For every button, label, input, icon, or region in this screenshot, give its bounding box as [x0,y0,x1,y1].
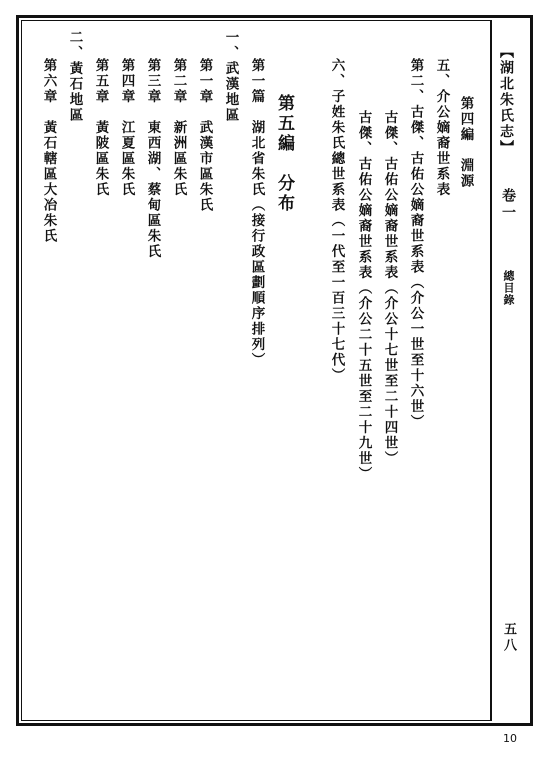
margin-divider [491,20,492,721]
volume-label: 卷一 [500,188,516,222]
toc-entry: 五、介公嫡裔世系表 [433,58,450,198]
toc-entry: 第一章 武漢市區朱氏 [196,58,213,213]
book-title: 【湖北朱氏志】 [498,44,514,156]
section-label: 總目錄 [502,270,515,306]
toc-entry: 一、武漢地區 [222,30,239,123]
section-heading-5: 第五編 分布 [274,94,294,214]
toc-entry: 第二、古傑、古佑公嫡裔世系表（介公一世至十六世） [407,58,424,430]
toc-entry: 第三章 東西湖、蔡甸區朱氏 [144,58,161,260]
toc-entry: 第六章 黃石轄區大冶朱氏 [40,58,57,244]
section-heading-4: 第四編 淵源 [457,96,474,189]
margin-page-number: 五八 [501,622,516,654]
toc-entry: 第一篇 湖北省朱氏（接行政區劃順序排列） [248,58,265,368]
toc-entry: 二、黃石地區 [66,30,83,123]
toc-entry: 古傑、古佑公嫡裔世系表（介公二十五世至二十九世） [355,110,372,482]
toc-entry: 第二章 新洲區朱氏 [170,58,187,198]
page-number: 10 [503,732,517,745]
toc-entry: 六、子姓朱氏總世系表（一代至一百三十七代） [328,58,345,384]
toc-entry: 第四章 江夏區朱氏 [118,58,135,198]
toc-entry: 第五章 黃陂區朱氏 [92,58,109,198]
toc-entry: 古傑、古佑公嫡裔世系表（介公十七世至二十四世） [381,110,398,467]
